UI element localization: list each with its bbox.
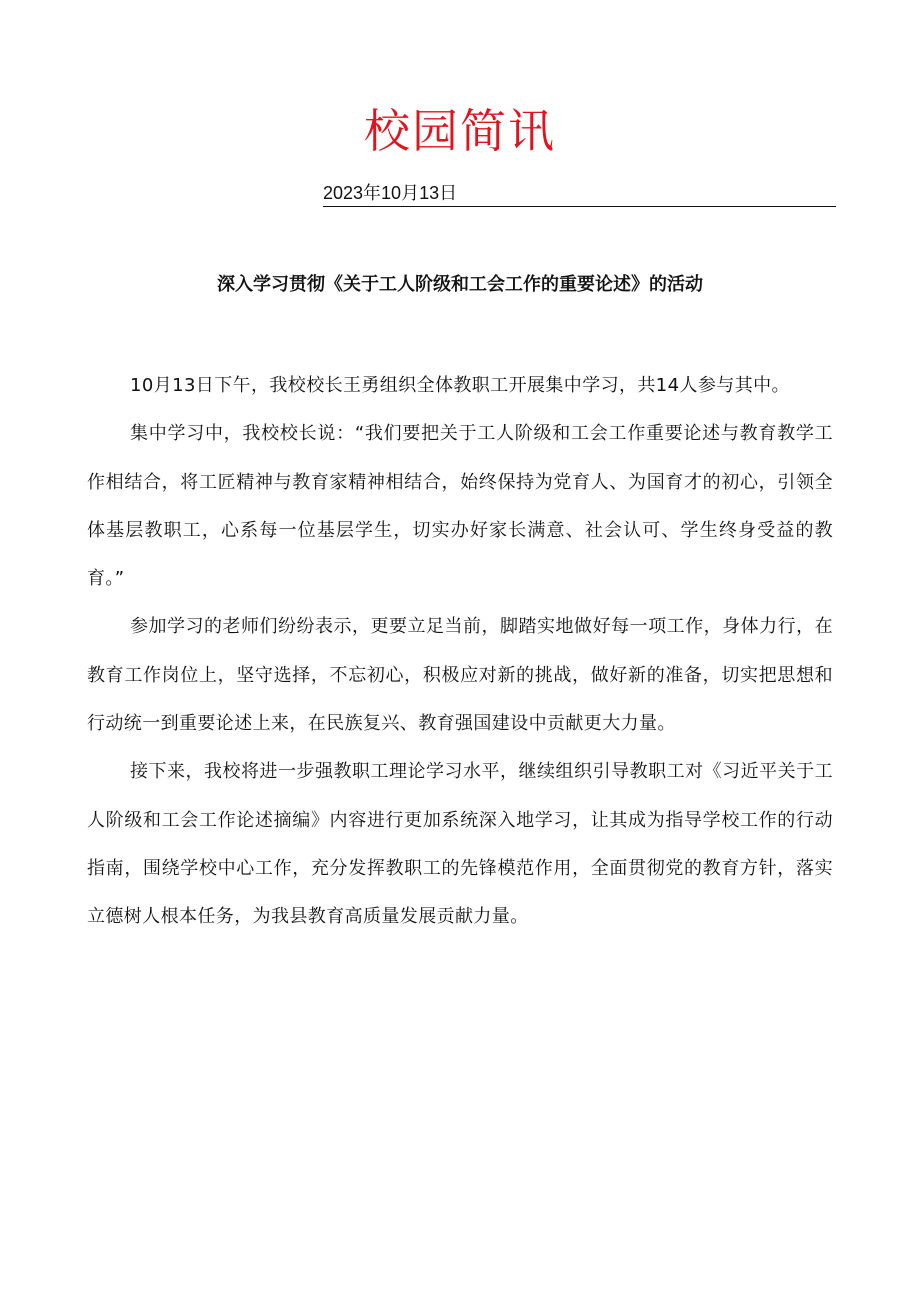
article-body [87,362,833,942]
issue-date: 2023年10月13日 [323,181,836,207]
article-paragraph: 集中学习中，我校校长说：“我们要把关于工人阶级和工会工作重要论述与教育教学工作相结合，将工匠精神与教育家精神相结合，始终保持为党育人、为国育才的初心，引领全体基层教职工，心系每一位基层学生，切实办好家长满意、社会认可、学生终身受益的教育。” [87,423,833,590]
article-headline: 深入学习贯彻《关于工人阶级和工会工作的重要论述》的活动 [217,274,703,295]
article-paragraph: 参加学习的老师们纷纷表示，更要立足当前，脚踏实地做好每一项工作，身体力行，在教育工作岗位上，坚守选择，不忘初心，积极应对新的挑战，做好新的准备，切实把思想和行动统一到重要论述上来，在民族复兴、教育强国建设中贡献更大力量。 [87,616,833,735]
newsletter-title: 校园简讯 [364,104,556,158]
article-paragraph: 接下来，我校将进一步强教职工理论学习水平，继续组织引导教职工对《习近平关于工人阶级和工会工作论述摘编》内容进行更加系统深入地学习，让其成为指导学校工作的行动指南，围绕学校中心工作，充分发挥教职工的先锋模范作用，全面贯彻党的教育方针，落实立德树人根本任务，为我县教育高质量发展贡献力量。 [87,761,833,928]
article-paragraph: 10月13日下午，我校校长王勇组织全体教职工开展集中学习，共14人参与其中。 [130,375,790,396]
